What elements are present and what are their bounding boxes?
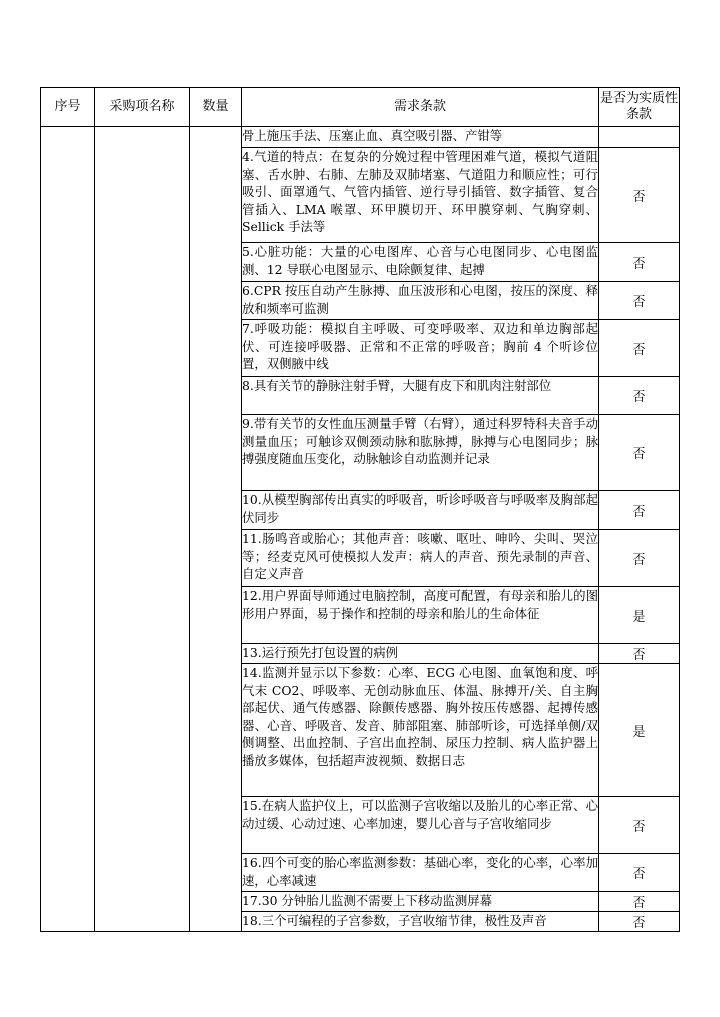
header-item-name: 采购项名称 <box>95 88 190 127</box>
substantive-flag: 否 <box>599 644 680 664</box>
requirement-text: 18.三个可编程的子宫参数，子宫收缩节律，极性及声音 <box>242 912 599 932</box>
requirement-text: 14.监测并显示以下参数：心率、ECG 心电图、血氧饱和度、呼气末 CO2、呼吸率、无创动脉血压、体温、脉搏开/关、自主胸部起伏、通气传感器、除颤传感器、胸外按压传感器、起搏传感器、心音、呼吸音、发音、肺部阻塞、肺部听诊，可选择单侧/双侧调整、出血控制、子宫出血控制、尿压力控制、病人监护器上播放多媒体，包括超声波视频、数据日志 <box>242 664 599 797</box>
requirement-text: 15.在病人监护仪上，可以监测子宫收缩以及胎儿的心率正常、心动过缓、心动过速、心率加速，婴儿心音与子宫收缩同步 <box>242 797 599 854</box>
substantive-flag: 否 <box>599 377 680 415</box>
substantive-flag: 否 <box>599 912 680 932</box>
requirement-text: 12.用户界面导师通过电脑控制，高度可配置，有母亲和胎儿的图形用户界面，易于操作和控制的母亲和胎儿的生命体征 <box>242 587 599 644</box>
substantive-flag: 是 <box>599 587 680 644</box>
requirement-text: 8.具有关节的静脉注射手臂，大腿有皮下和肌肉注射部位 <box>242 377 599 415</box>
substantive-flag: 否 <box>599 530 680 587</box>
substantive-flag: 否 <box>599 797 680 854</box>
substantive-flag: 否 <box>599 854 680 892</box>
substantive-flag: 是 <box>599 664 680 797</box>
substantive-flag <box>599 127 680 148</box>
requirement-text: 11.肠鸣音或胎心；其他声音：咳嗽、呕吐、呻吟、尖叫、哭泣等；经麦克风可使模拟人发声：病人的声音、预先录制的声音、自定义声音 <box>242 530 599 587</box>
requirements-table <box>40 87 680 932</box>
requirement-text: 9.带有关节的女性血压测量手臂（右臂），通过科罗特科夫音手动测量血压；可触诊双侧颈动脉和肱脉搏，脉搏与心电图同步；脉搏强度随血压变化，动脉触诊自动监测并记录 <box>242 415 599 491</box>
header-substantive: 是否为实质性条款 <box>599 88 680 127</box>
requirement-text: 6.CPR 按压自动产生脉搏、血压波形和心电图，按压的深度、释放和频率可监测 <box>242 282 599 320</box>
header-index: 序号 <box>41 88 95 127</box>
substantive-flag: 否 <box>599 243 680 282</box>
substantive-flag: 否 <box>599 415 680 491</box>
index-cell <box>41 127 95 932</box>
requirement-text: 13.运行预先打包设置的病例 <box>242 644 599 664</box>
requirement-text: 10.从模型胸部传出真实的呼吸音，听诊呼吸音与呼吸率及胸部起伏同步 <box>242 491 599 530</box>
requirement-text: 17.30 分钟胎儿监测不需要上下移动监测屏幕 <box>242 892 599 912</box>
requirement-text: 7.呼吸功能：模拟自主呼吸、可变呼吸率、双边和单边胸部起伏、可连接呼吸器、正常和不正常的呼吸音；胸前 4 个听诊位置，双侧腋中线 <box>242 320 599 377</box>
item-name-cell <box>95 127 190 932</box>
substantive-flag: 否 <box>599 892 680 912</box>
substantive-flag: 否 <box>599 491 680 530</box>
header-quantity: 数量 <box>190 88 242 127</box>
requirement-text: 5.心脏功能：大量的心电图库、心音与心电图同步、心电图监测、12 导联心电图显示、电除颤复律、起搏 <box>242 243 599 282</box>
requirement-text: 16.四个可变的胎心率监测参数：基础心率，变化的心率，心率加速，心率减速 <box>242 854 599 892</box>
table-header-row <box>41 88 680 127</box>
table-body <box>41 127 680 932</box>
substantive-flag: 否 <box>599 148 680 243</box>
substantive-flag: 否 <box>599 320 680 377</box>
table-row <box>41 127 680 148</box>
quantity-cell <box>190 127 242 932</box>
header-requirements: 需求条款 <box>242 88 599 127</box>
requirement-text: 4.气道的特点：在复杂的分娩过程中管理困难气道，模拟气道阻塞、舌水肿、右肺、左肺及双肺堵塞、气道阻力和顺应性；可行吸引、面罩通气、气管内插管、逆行导引插管、数字插管、复合管插入、LMA 喉罩、环甲膜切开、环甲膜穿刺、气胸穿刺、Sellick 手法等 <box>242 148 599 243</box>
requirement-text: 骨上施压手法、压塞止血、真空吸引器、产钳等 <box>242 127 599 148</box>
substantive-flag: 否 <box>599 282 680 320</box>
